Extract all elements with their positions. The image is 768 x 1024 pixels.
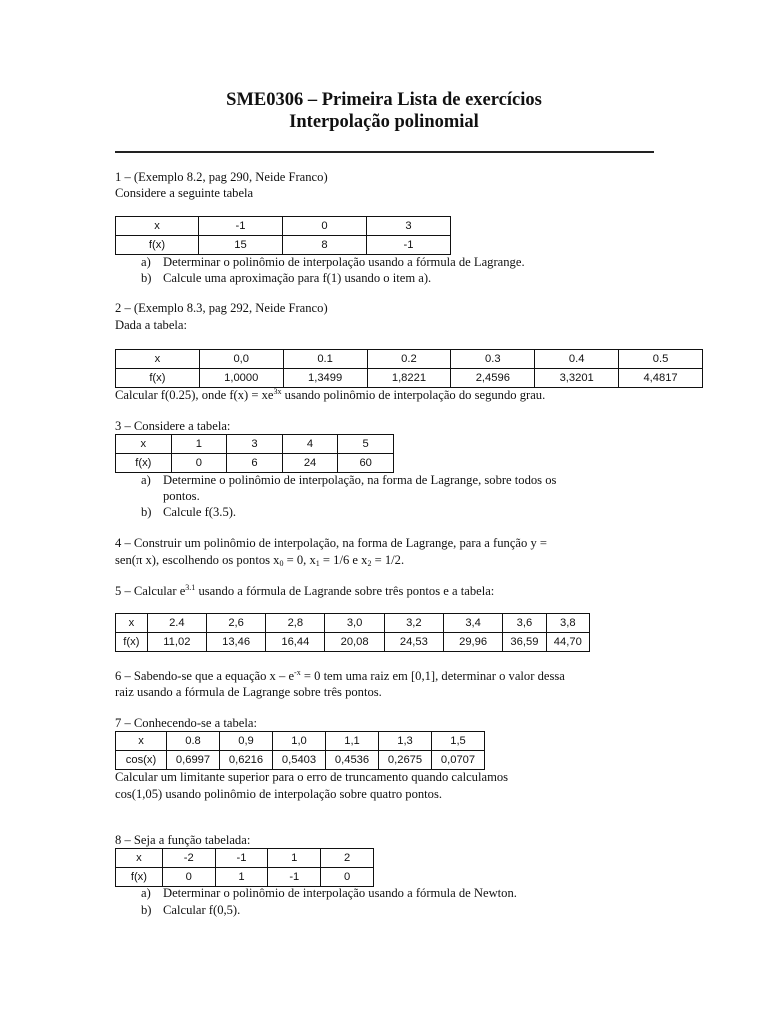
item-label: a) bbox=[141, 886, 151, 900]
ex6-line1 bbox=[115, 668, 565, 684]
table-cell: 0 bbox=[283, 217, 367, 236]
ex3-item-a-continued: pontos. bbox=[163, 489, 200, 503]
table-cell: 2.4 bbox=[147, 614, 206, 633]
item-text: Calcular f(0,5). bbox=[163, 903, 241, 917]
table-cell: 0 bbox=[321, 868, 374, 887]
table-cell: x bbox=[116, 849, 163, 868]
ex4-line1: 4 – Construir um polinômio de interpolação, na forma de Lagrange, para a função y = bbox=[115, 536, 548, 550]
table-cell: 0,0707 bbox=[432, 751, 485, 770]
table-cell: 0,6997 bbox=[167, 751, 220, 770]
table-cell: 1 bbox=[268, 849, 321, 868]
table-cell: 3 bbox=[227, 435, 283, 454]
table-cell: 3,8 bbox=[546, 614, 589, 633]
ex2-question bbox=[115, 387, 545, 403]
ex1-intro: Considere a seguinte tabela bbox=[115, 186, 254, 200]
table-cell: 13,46 bbox=[206, 633, 265, 652]
ex8-item-b bbox=[141, 902, 240, 918]
ex1-heading: 1 – (Exemplo 8.2, pag 290, Neide Franco) bbox=[115, 170, 328, 184]
ex1-table bbox=[115, 216, 451, 255]
table-row bbox=[116, 633, 590, 652]
table-cell: 2,8 bbox=[266, 614, 325, 633]
ex5-table bbox=[115, 613, 590, 652]
table-cell: 0.2 bbox=[367, 350, 451, 369]
table-cell: 15 bbox=[199, 236, 283, 255]
table-cell: 44,70 bbox=[546, 633, 589, 652]
table-cell: 3 bbox=[367, 217, 451, 236]
title-divider bbox=[115, 151, 654, 153]
table-cell: 1,0000 bbox=[199, 369, 283, 388]
table-cell: 0.5 bbox=[619, 350, 703, 369]
item-text: Calcule f(3.5). bbox=[163, 505, 237, 519]
ex2-heading: 2 – (Exemplo 8.3, pag 292, Neide Franco) bbox=[115, 301, 328, 315]
table-cell: 16,44 bbox=[266, 633, 325, 652]
question-text: = 0 tem uma raiz em [0,1], determinar o valor dessa bbox=[300, 669, 565, 683]
question-text: = 1/2. bbox=[371, 553, 405, 567]
table-cell: -2 bbox=[162, 849, 215, 868]
document-title: SME0306 – Primeira Lista de exercícios bbox=[226, 90, 542, 110]
question-text: sen(π x), escolhendo os pontos x bbox=[115, 553, 280, 567]
table-cell: f(x) bbox=[116, 454, 172, 473]
table-cell: 0,4536 bbox=[326, 751, 379, 770]
table-cell: 3,4 bbox=[443, 614, 502, 633]
table-cell: x bbox=[116, 435, 172, 454]
table-cell: 3,2 bbox=[384, 614, 443, 633]
item-text: Determinar o polinômio de interpolação usando a fórmula de Lagrange. bbox=[163, 255, 525, 269]
question-text: = 1/6 e x bbox=[319, 553, 368, 567]
table-cell: f(x) bbox=[116, 236, 199, 255]
table-row bbox=[116, 435, 394, 454]
ex2-table bbox=[115, 349, 703, 388]
ex3-item-b bbox=[141, 504, 236, 520]
table-cell: 3,3201 bbox=[535, 369, 619, 388]
table-cell: 2 bbox=[321, 849, 374, 868]
ex3-table bbox=[115, 434, 394, 473]
item-label: a) bbox=[141, 255, 151, 269]
table-cell: -1 bbox=[199, 217, 283, 236]
exponent: 3x bbox=[273, 387, 282, 396]
exponent: 3.1 bbox=[185, 583, 196, 592]
table-cell: 1,1 bbox=[326, 732, 379, 751]
table-row bbox=[116, 454, 394, 473]
table-cell: -1 bbox=[268, 868, 321, 887]
table-cell: 60 bbox=[338, 454, 394, 473]
table-row bbox=[116, 732, 485, 751]
table-cell: f(x) bbox=[116, 369, 200, 388]
table-cell: 0 bbox=[162, 868, 215, 887]
item-text: Calcule uma aproximação para f(1) usando o item a). bbox=[163, 271, 432, 285]
ex3-item-a bbox=[141, 472, 556, 488]
table-cell: 1,5 bbox=[432, 732, 485, 751]
subscript: 2 bbox=[367, 559, 372, 568]
table-cell: 0.4 bbox=[535, 350, 619, 369]
ex7-heading: 7 – Conhecendo-se a tabela: bbox=[115, 716, 257, 730]
item-text: Determine o polinômio de interpolação, na forma de Lagrange, sobre todos os bbox=[163, 473, 557, 487]
table-cell: 29,96 bbox=[443, 633, 502, 652]
table-row bbox=[116, 217, 451, 236]
table-cell: 36,59 bbox=[503, 633, 546, 652]
ex3-heading: 3 – Considere a tabela: bbox=[115, 419, 231, 433]
table-row bbox=[116, 369, 703, 388]
table-cell: cos(x) bbox=[116, 751, 167, 770]
table-cell: 4 bbox=[282, 435, 338, 454]
table-cell: 5 bbox=[338, 435, 394, 454]
table-row bbox=[116, 868, 374, 887]
question-text: 5 – Calcular e bbox=[115, 584, 186, 598]
subscript: 0 bbox=[279, 559, 284, 568]
table-cell: -1 bbox=[215, 849, 268, 868]
subscript: 1 bbox=[315, 559, 320, 568]
ex7-line2: cos(1,05) usando polinômio de interpolação sobre quatro pontos. bbox=[115, 787, 443, 801]
ex8-table bbox=[115, 848, 374, 887]
ex1-item-b bbox=[141, 270, 431, 286]
table-cell: f(x) bbox=[116, 633, 148, 652]
ex2-intro: Dada a tabela: bbox=[115, 318, 188, 332]
question-text: Calcular f(0.25), onde f(x) = xe bbox=[115, 388, 274, 402]
ex4-line2 bbox=[115, 552, 404, 568]
table-cell: 0 bbox=[171, 454, 227, 473]
table-cell: 2,4596 bbox=[451, 369, 535, 388]
ex7-table bbox=[115, 731, 485, 770]
table-cell: 1,3499 bbox=[283, 369, 367, 388]
table-cell: 6 bbox=[227, 454, 283, 473]
table-cell: 0,2675 bbox=[379, 751, 432, 770]
table-row bbox=[116, 751, 485, 770]
item-text: Determinar o polinômio de interpolação usando a fórmula de Newton. bbox=[163, 886, 517, 900]
table-cell: 0.1 bbox=[283, 350, 367, 369]
table-cell: 4,4817 bbox=[619, 369, 703, 388]
item-label: b) bbox=[141, 505, 152, 519]
table-cell: 24,53 bbox=[384, 633, 443, 652]
table-cell: -1 bbox=[367, 236, 451, 255]
table-cell: x bbox=[116, 217, 199, 236]
ex8-heading: 8 – Seja a função tabelada: bbox=[115, 833, 251, 847]
table-cell: 1,8221 bbox=[367, 369, 451, 388]
item-label: b) bbox=[141, 903, 152, 917]
ex5-question bbox=[115, 583, 494, 599]
table-cell: 20,08 bbox=[325, 633, 384, 652]
table-cell: 0.8 bbox=[167, 732, 220, 751]
ex8-item-a bbox=[141, 885, 517, 901]
question-text: = 0, x bbox=[283, 553, 316, 567]
ex7-line1: Calcular um limitante superior para o erro de truncamento quando calculamos bbox=[115, 770, 509, 784]
exponent: -x bbox=[294, 668, 301, 677]
table-row bbox=[116, 350, 703, 369]
table-cell: 8 bbox=[283, 236, 367, 255]
table-cell: x bbox=[116, 614, 148, 633]
table-cell: 11,02 bbox=[147, 633, 206, 652]
table-cell: 24 bbox=[282, 454, 338, 473]
table-cell: 1,0 bbox=[273, 732, 326, 751]
question-text: usando a fórmula de Lagrande sobre três pontos e a tabela: bbox=[195, 584, 495, 598]
table-cell: 3,6 bbox=[503, 614, 546, 633]
table-cell: 1 bbox=[215, 868, 268, 887]
table-cell: 0,9 bbox=[220, 732, 273, 751]
table-row bbox=[116, 236, 451, 255]
table-cell: f(x) bbox=[116, 868, 163, 887]
table-cell: 0.3 bbox=[451, 350, 535, 369]
table-cell: 3,0 bbox=[325, 614, 384, 633]
table-cell: 1 bbox=[171, 435, 227, 454]
ex6-line2: raiz usando a fórmula de Lagrange sobre três pontos. bbox=[115, 685, 382, 699]
table-cell: x bbox=[116, 732, 167, 751]
table-row bbox=[116, 849, 374, 868]
table-row bbox=[116, 614, 590, 633]
table-cell: 2,6 bbox=[206, 614, 265, 633]
question-text: 6 – Sabendo-se que a equação x – e bbox=[115, 669, 295, 683]
table-cell: 1,3 bbox=[379, 732, 432, 751]
item-label: b) bbox=[141, 271, 152, 285]
ex1-item-a bbox=[141, 254, 525, 270]
item-label: a) bbox=[141, 473, 151, 487]
question-text: usando polinômio de interpolação do segundo grau. bbox=[281, 388, 546, 402]
table-cell: x bbox=[116, 350, 200, 369]
table-cell: 0,6216 bbox=[220, 751, 273, 770]
table-cell: 0,0 bbox=[199, 350, 283, 369]
table-cell: 0,5403 bbox=[273, 751, 326, 770]
document-subtitle: Interpolação polinomial bbox=[289, 112, 479, 132]
